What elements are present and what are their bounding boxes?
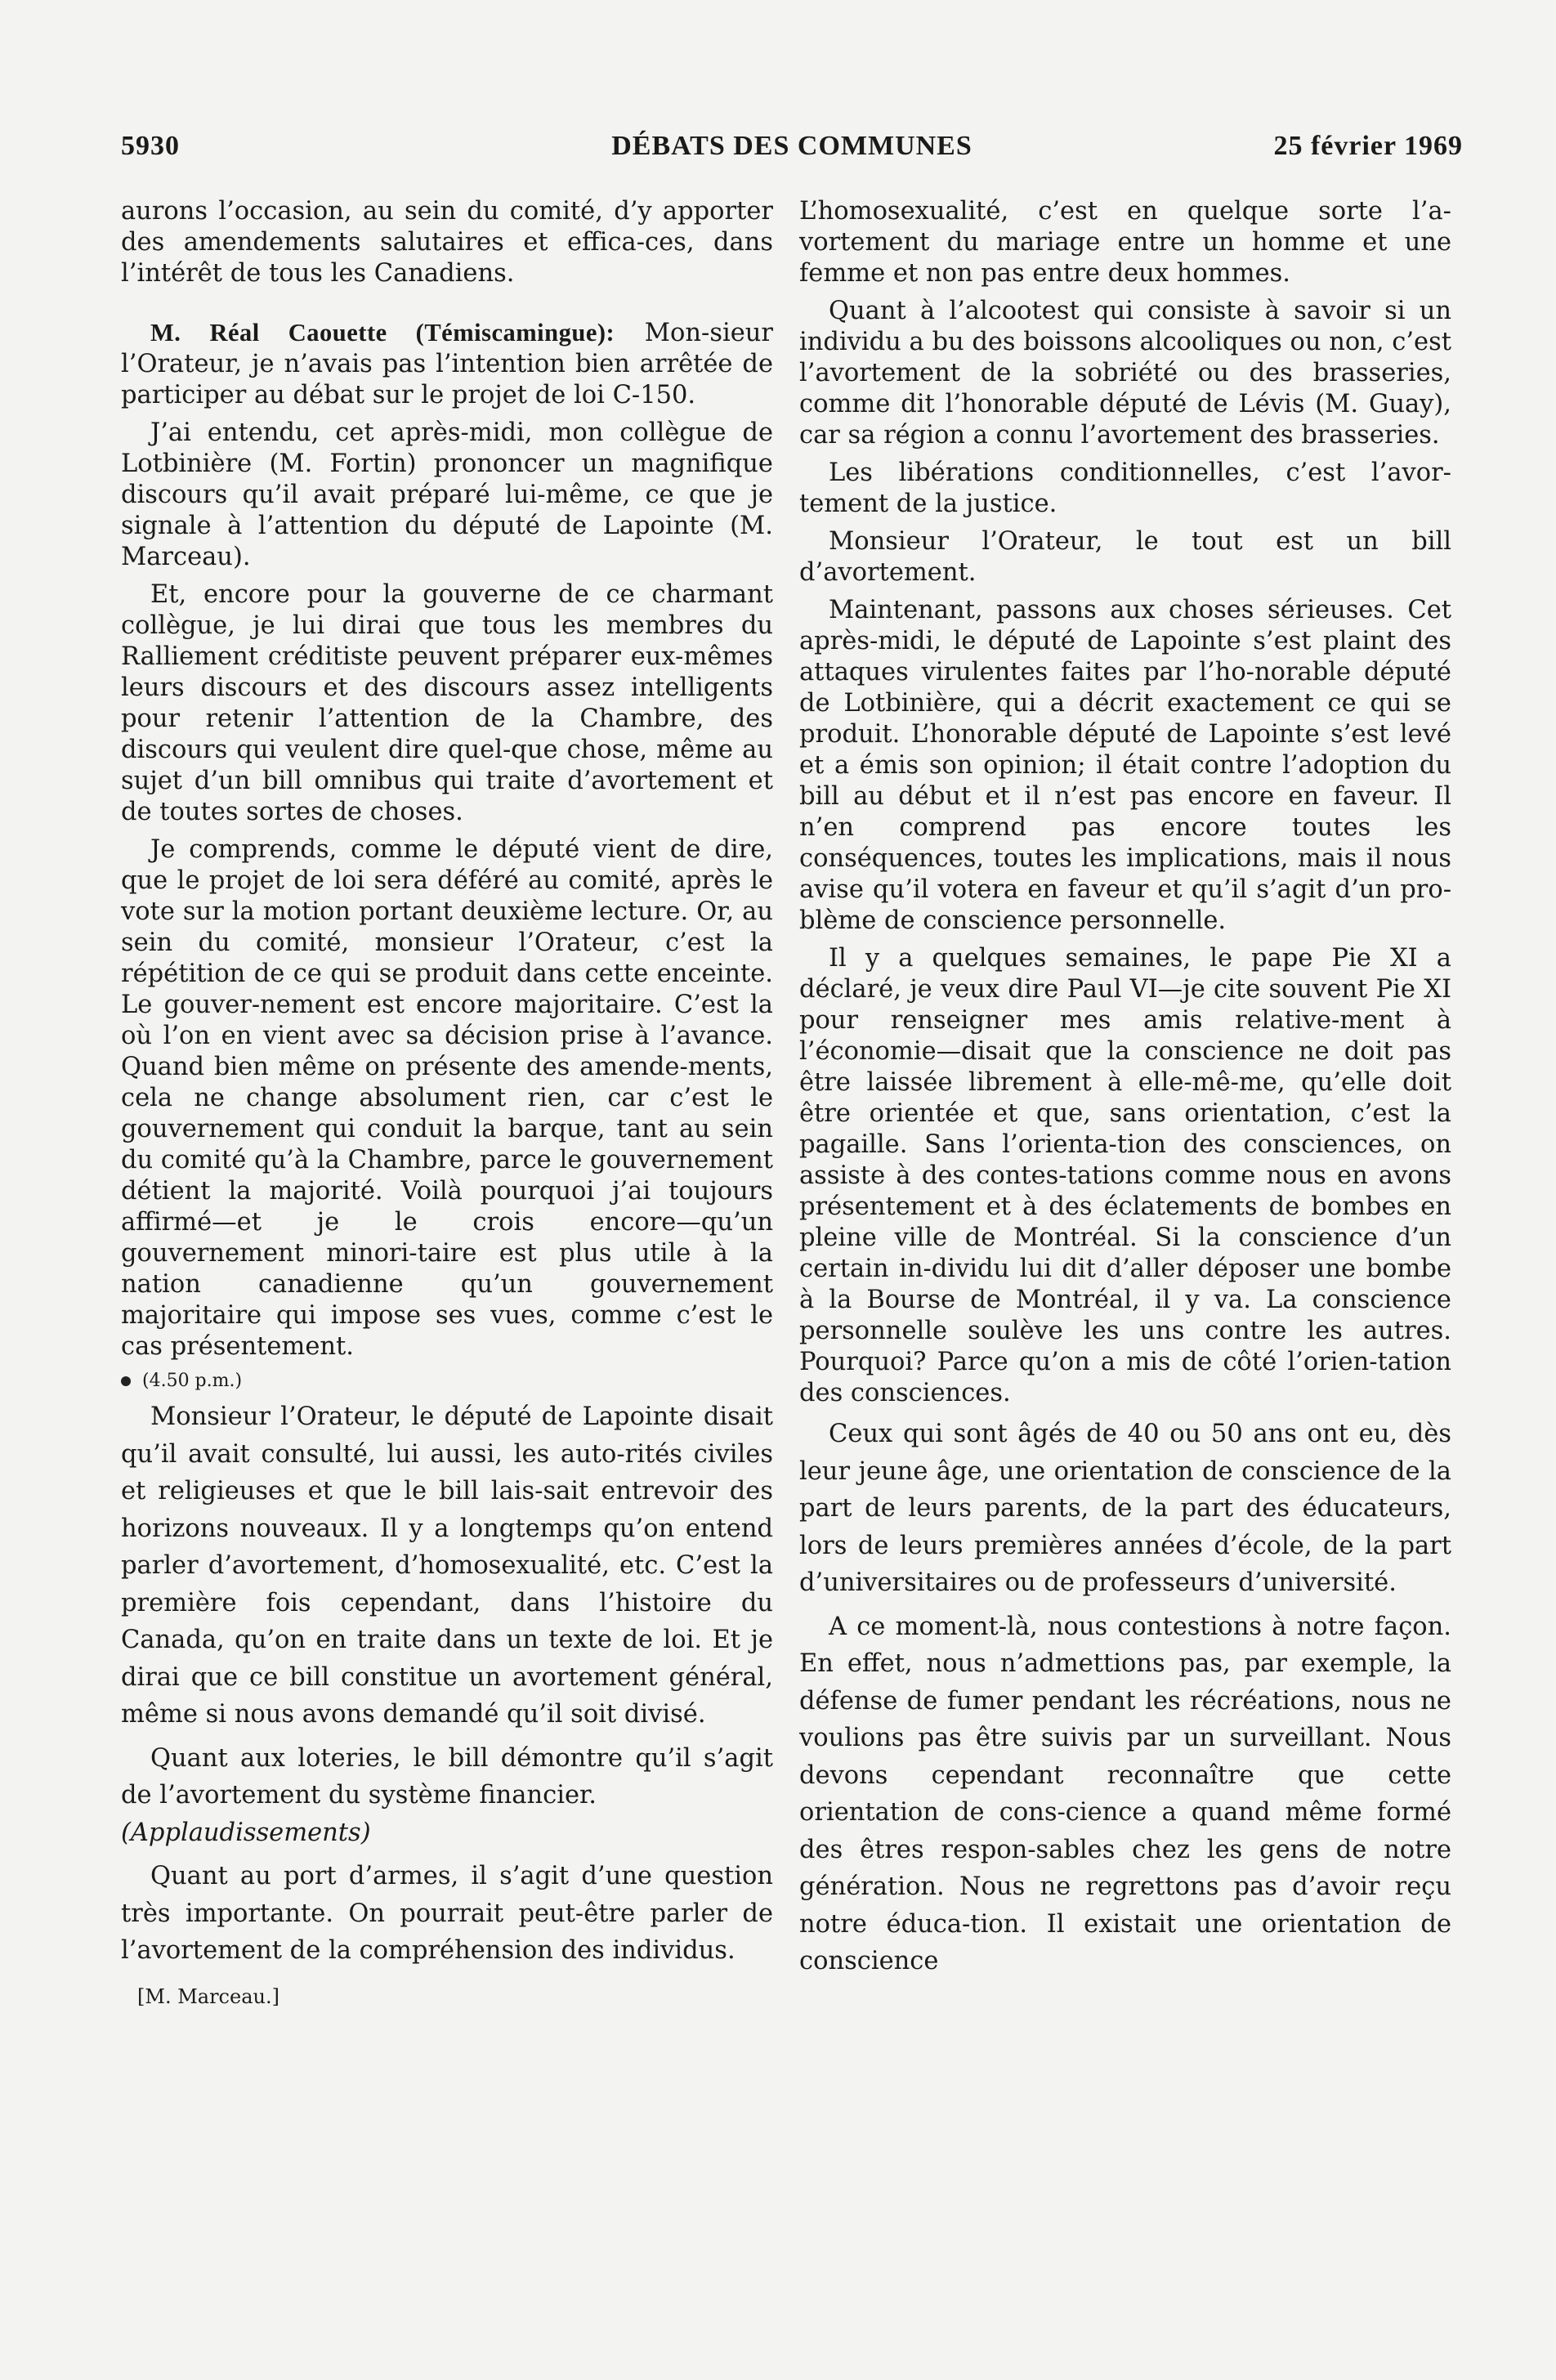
- paragraph: aurons l’occasion, au sein du comité, d’y apporter des amendements salutaires et effica-ces, dans l’intérêt de tous les Canadiens.: [121, 197, 773, 288]
- left-column: [121, 196, 773, 2012]
- applause-note: (Applaudissements): [121, 1818, 371, 1847]
- speaker-reference: [M. Marceau.]: [137, 1984, 279, 2008]
- paragraph: Ceux qui sont âgés de 40 ou 50 ans ont eu, dès leur jeune âge, une orientation de conscience de la part de leurs parents, de la part des éducateurs, lors de leurs premières années d’école, de la part d’universitaires ou de professeurs d’université.: [799, 1420, 1451, 1597]
- paragraph: J’ai entendu, cet après-midi, mon collègue de Lotbinière (M. Fortin) prononcer un magnifique discours qu’il avait préparé lui-même, ce que je signale à l’attention du député de Lapointe (M. Marceau).: [121, 418, 773, 571]
- speech-text: Mon-sieur l’Orateur, je n’avais pas l’intention bien arrêtée de participer au débat sur le projet de loi C-150.: [121, 319, 773, 409]
- bullet-icon: [121, 1376, 131, 1386]
- page-header: [121, 131, 1463, 167]
- paragraph: [121, 1740, 773, 1852]
- paragraph: Et, encore pour la gouverne de ce charmant collègue, je lui dirai que tous les membres du Ralliement créditiste peuvent préparer eux-mêmes leurs discours et des discours assez intelligents pour retenir l’attention de la Chambre, des discours qui veulent dire quel-que chose, même au sujet d’un bill omnibus qui traite d’avortement et de toutes sortes de choses.: [121, 580, 773, 826]
- paragraph: L’homosexualité, c’est en quelque sorte l’a-vortement du mariage entre un homme et une femme et non pas entre deux hommes.: [799, 197, 1451, 288]
- page-number: 5930: [121, 131, 180, 161]
- paragraph: Monsieur l’Orateur, le député de Lapointe disait qu’il avait consulté, lui aussi, les auto-rités civiles et religieuses et que le bill lais-sait entrevoir des horizons nouveaux. Il y a longtemps qu’on entend parler d’avortement, d’homosexualité, etc. C’est la première fois cependant, dans l’histoire du Canada, qu’on en traite dans un texte de loi. Et je dirai que ce bill constitue un avortement général, même si nous avons demandé qu’il soit divisé.: [121, 1402, 773, 1729]
- publication-date: 25 février 1969: [1273, 131, 1463, 161]
- spacer: [121, 296, 773, 317]
- time-marker: [121, 1369, 773, 1394]
- time-stamp: (4.50 p.m.): [142, 1371, 243, 1391]
- speaker-name: M. Réal Caouette (Témiscamingue):: [150, 319, 615, 347]
- speaker-paragraph: [121, 317, 773, 411]
- paragraph: Il y a quelques semaines, le pape Pie XI a déclaré, je veux dire Paul VI—je cite souvent Pie XI pour renseigner mes amis relative-ment à l’économie—disait que la conscience ne doit pas être laissée librement à elle-mê-me, qu’elle doit être orientée et que, sans orientation, c’est la pagaille. Sans l’orienta-tion des consciences, on assiste à des contes-tations comme nous en avons présentement et à des éclatements de bombes en pleine ville de Montréal. Si la conscience d’un certain in-dividu lui dit d’aller déposer une bombe à la Bourse de Montréal, il y va. La conscience personnelle soulève les uns contre les autres. Pourquoi? Parce qu’on a mis de côté l’orien-tation des consciences.: [799, 944, 1451, 1407]
- paragraph: Je comprends, comme le député vient de dire, que le projet de loi sera déféré au comité, après le vote sur la motion portant deuxième lecture. Or, au sein du comité, monsieur l’Orateur, c’est la répétition de ce qui se produit dans cette enceinte. Le gouver-nement est encore majoritaire. C’est la où l’on en vient avec sa décision prise à l’avance. Quand bien même on présente des amende-ments, cela ne change absolument rien, car c’est le gouvernement qui conduit la barque, tant au sein du comité qu’à la Chambre, parce le gouvernement détient la majorité. Voilà pourquoi j’ai toujours affirmé—et je le crois encore—qu’un gouvernement minori-taire est plus utile à la nation canadienne qu’un gouvernement majoritaire qui impose ses vues, comme c’est le cas présentement.: [121, 835, 773, 1361]
- publication-title: DÉBATS DES COMMUNES: [611, 131, 972, 161]
- paragraph: Maintenant, passons aux choses sérieuses. Cet après-midi, le député de Lapointe s’est plaint des attaques virulentes faites par l’ho-norable député de Lotbinière, qui a décrit exactement ce qui se produit. L’honorable député de Lapointe s’est levé et a émis son opinion; il était contre l’adoption du bill au début et il n’est pas encore en faveur. Il n’en comprend pas encore toutes les conséquences, toutes les implications, mais il nous avise qu’il votera en faveur et qu’il s’agit d’un pro-blème de conscience personnelle.: [799, 596, 1451, 935]
- paragraph: A ce moment-là, nous contestions à notre façon. En effet, nous n’admettions pas, par exemple, la défense de fumer pendant les récréations, nous ne voulions pas être suivis par un surveillant. Nous devons cependant reconnaître que cette orientation de cons-cience a quand même formé des êtres respon-sables chez les gens de notre génération. Nous ne regrettons pas d’avoir reçu notre éduca-tion. Il existait une orientation de conscience: [799, 1612, 1451, 1975]
- paragraph-text: Quant aux loteries, le bill démontre qu’il s’agit de l’avortement du système financier.: [121, 1743, 773, 1810]
- paragraph: Les libérations conditionnelles, c’est l’avor-tement de la justice.: [799, 459, 1451, 518]
- paragraph: Monsieur l’Orateur, le tout est un bill d’avortement.: [799, 527, 1451, 587]
- right-column: [799, 196, 1451, 1987]
- paragraph: Quant au port d’armes, il s’agit d’une question très importante. On pourrait peut-être parler de l’avortement de la compréhension des individus.: [121, 1862, 773, 1965]
- paragraph: Quant à l’alcootest qui consiste à savoir si un individu a bu des boissons alcooliques ou non, c’est l’avortement de la sobriété ou des brasseries, comme dit l’honorable député de Lévis (M. Guay), car sa région a connu l’avortement des brasseries.: [799, 297, 1451, 450]
